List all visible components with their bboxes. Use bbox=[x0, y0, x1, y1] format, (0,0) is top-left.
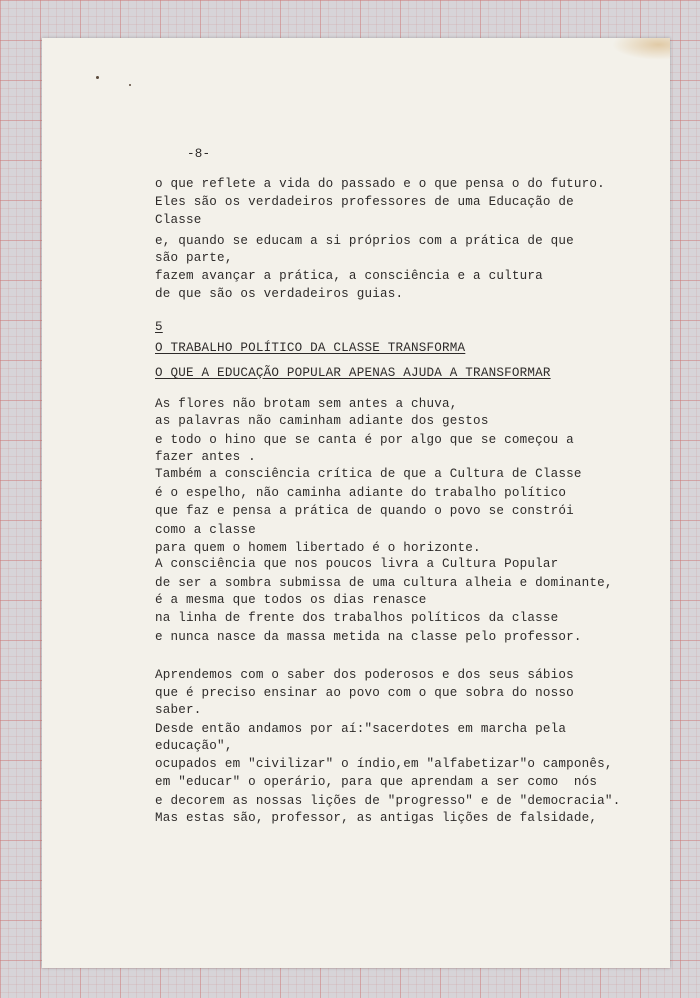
text-line: o que reflete a vida do passado e o que pensa o do futuro. bbox=[155, 177, 605, 191]
text-line: educação", bbox=[155, 739, 233, 753]
text-line: e todo o hino que se canta é por algo que se começou a bbox=[155, 433, 574, 447]
text-line: e, quando se educam a si próprios com a prática de que bbox=[155, 234, 574, 248]
text-line: de que são os verdadeiros guias. bbox=[155, 287, 404, 301]
text-line: como a classe bbox=[155, 523, 256, 537]
section-number: 5 bbox=[155, 320, 163, 334]
text-line: ocupados em "civilizar" o índio,em "alfabetizar"o camponês, bbox=[155, 757, 613, 771]
paper-speck bbox=[129, 84, 131, 86]
text-line: e decorem as nossas lições de "progresso" e de "democracia". bbox=[155, 794, 621, 808]
text-line: na linha de frente dos trabalhos políticos da classe bbox=[155, 611, 559, 625]
text-line: fazer antes . bbox=[155, 450, 256, 464]
text-line: são parte, bbox=[155, 251, 233, 265]
text-line: que faz e pensa a prática de quando o povo se constrói bbox=[155, 504, 574, 518]
section-heading: O TRABALHO POLÍTICO DA CLASSE TRANSFORMA bbox=[155, 341, 466, 355]
text-line: que é preciso ensinar ao povo com o que sobra do nosso bbox=[155, 686, 574, 700]
text-line: Eles são os verdadeiros professores de uma Educação de bbox=[155, 195, 574, 209]
page-number: -8- bbox=[187, 147, 211, 161]
text-line: Classe bbox=[155, 213, 202, 227]
text-line: e nunca nasce da massa metida na classe pelo professor. bbox=[155, 630, 582, 644]
text-line: para quem o homem libertado é o horizonte. bbox=[155, 541, 481, 555]
paper-speck bbox=[96, 76, 99, 79]
text-line: Aprendemos com o saber dos poderosos e dos seus sábios bbox=[155, 668, 574, 682]
text-line: A consciência que nos poucos livra a Cultura Popular bbox=[155, 557, 559, 571]
text-line: Mas estas são, professor, as antigas lições de falsidade, bbox=[155, 811, 598, 825]
text-line: de ser a sombra submissa de uma cultura alheia e dominante, bbox=[155, 576, 613, 590]
text-line: é o espelho, não caminha adiante do trabalho político bbox=[155, 486, 567, 500]
text-line: saber. bbox=[155, 703, 202, 717]
text-line: em "educar" o operário, para que aprendam a ser como nós bbox=[155, 775, 598, 789]
text-line: fazem avançar a prática, a consciência e a cultura bbox=[155, 269, 543, 283]
text-line: Desde então andamos por aí:"sacerdotes em marcha pela bbox=[155, 722, 567, 736]
text-line: é a mesma que todos os dias renasce bbox=[155, 593, 427, 607]
text-line: Também a consciência crítica de que a Cultura de Classe bbox=[155, 467, 582, 481]
text-line: As flores não brotam sem antes a chuva, bbox=[155, 397, 458, 411]
section-heading: O QUE A EDUCAÇÃO POPULAR APENAS AJUDA A TRANSFORMAR bbox=[155, 366, 551, 380]
paper-stain bbox=[612, 38, 670, 60]
text-line: as palavras não caminham adiante dos gestos bbox=[155, 414, 489, 428]
